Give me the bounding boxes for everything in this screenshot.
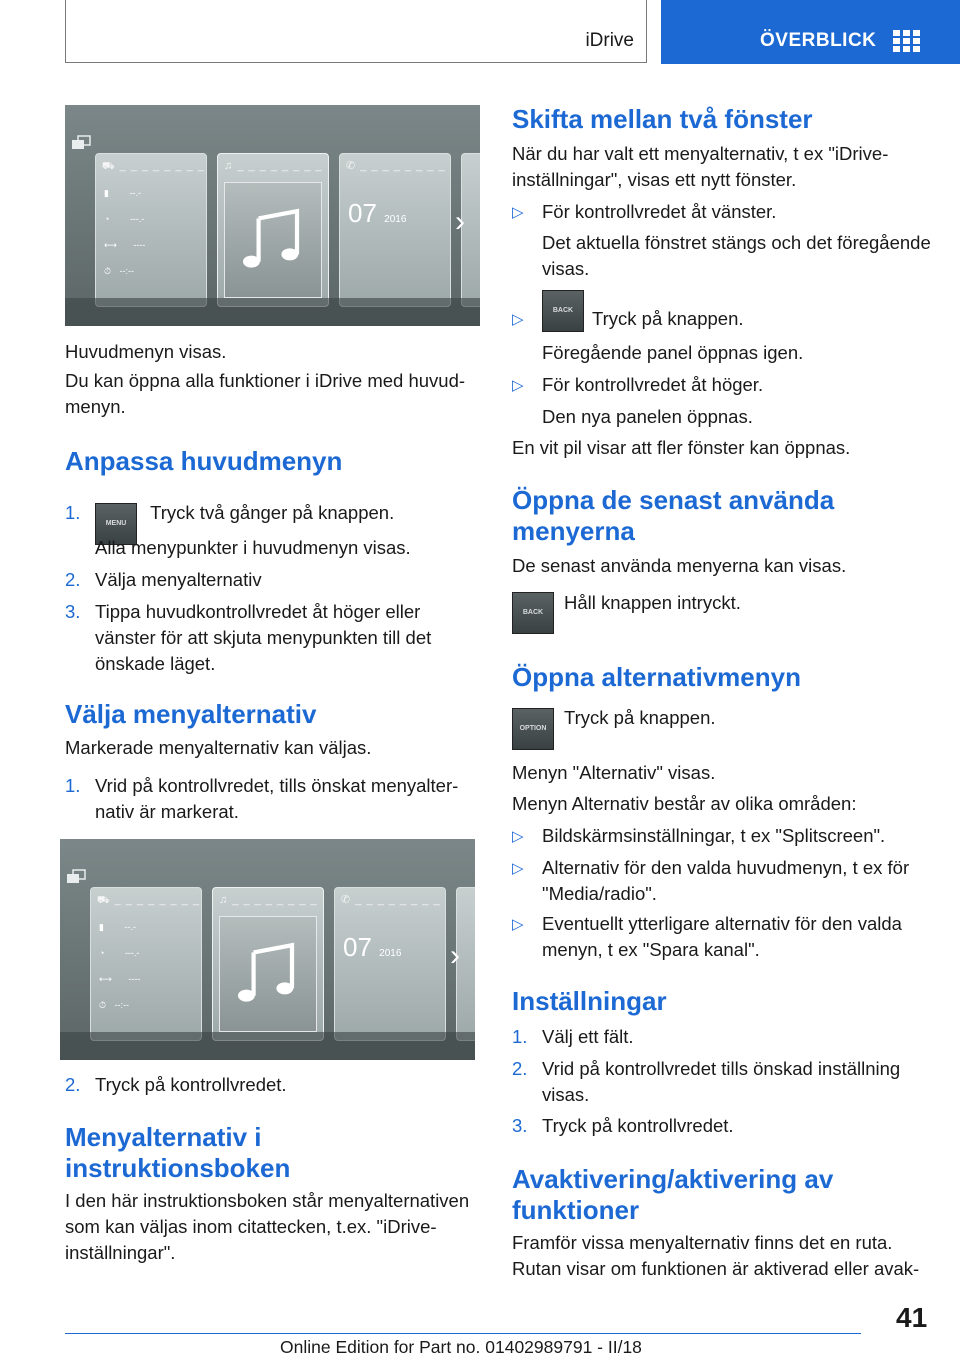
- page-number: 41: [896, 1302, 928, 1333]
- heading-switch: Skifta mellan två fönster: [512, 104, 813, 134]
- back-button-icon: BACK: [512, 592, 554, 634]
- heading-manual: Menyalternativ i instruktionsboken: [65, 1122, 291, 1183]
- chevron-right-icon: ›: [455, 205, 465, 238]
- header-section-box: [65, 0, 647, 63]
- footer-edition: Online Edition for Part no. 01402989791 - II/18: [280, 1337, 642, 1357]
- vehicle-info-tile: ⛟ _ _ _ _ _ _ _ _ ▮ --.- ◔ ---.- ⟷ ---- ⏱ --:--: [90, 887, 202, 1041]
- bullet-result: Det aktuella fönstret stängs och det föregående visas.: [542, 232, 931, 279]
- list-item: 1. Vrid på kontrollvredet, tills önskat menyalternativ är markerat.: [65, 775, 459, 822]
- list-item: 3. Tryck på kontrollvredet.: [512, 1115, 734, 1136]
- media-tile: ♫ _ _ _ _ _ _ _ _: [212, 887, 324, 1041]
- list-item: ▷ För kontrollvredet åt vänster.: [512, 201, 777, 222]
- list-item: ▷ BACK Tryck på knappen.: [512, 306, 932, 332]
- footer-divider: [65, 1333, 861, 1334]
- media-tile: ♫ _ _ _ _ _ _ _ _: [217, 153, 329, 307]
- paragraph: Menyn "Alternativ" visas.: [512, 762, 716, 783]
- list-item: 2. Välja menyalternativ: [65, 569, 262, 590]
- bullet-result: Den nya panelen öppnas.: [542, 406, 753, 427]
- paragraph: Framför vissa menyalternativ finns det en ruta. Rutan visar om funktionen är aktiverad eller avak-: [512, 1232, 920, 1279]
- list-item: 1. Välj ett fält.: [512, 1026, 634, 1047]
- paragraph: I den här instruktionsboken står menyalternativen som kan väljas inom citattecken, t.ex. "iDrive-inställningar".: [65, 1190, 470, 1263]
- phone-tile: ✆ _ _ _ _ _ _ _ _ 07 2016: [334, 887, 446, 1041]
- music-note-icon: [224, 182, 322, 298]
- list-item: 3. Tippa huvudkontrollvredet åt höger eller vänster för att skjuta menypunkten till det önskade läget.: [65, 601, 432, 674]
- vehicle-info-tile: ⛟ _ _ _ _ _ _ _ _ ▮ --.- ◔ ---.- ⟷ ---- ⏱ --:--: [95, 153, 207, 307]
- home-screens-icon: [72, 135, 92, 151]
- phone-tile: ✆ _ _ _ _ _ _ _ _ 07 2016: [339, 153, 451, 307]
- bullet-result: Föregående panel öppnas igen.: [542, 342, 804, 363]
- header-chapter-title: ÖVERBLICK: [760, 30, 877, 51]
- music-note-icon: [219, 916, 317, 1032]
- chevron-right-icon: ›: [450, 939, 460, 972]
- heading-recent: Öppna de senast använda menyerna: [512, 485, 835, 546]
- menu-button-icon: MENU: [95, 503, 137, 545]
- list-item: 2. Tryck på kontrollvredet.: [65, 1074, 287, 1095]
- back-button-icon: BACK: [542, 290, 584, 332]
- heading-select: Välja menyalternativ: [65, 699, 317, 729]
- list-item: ▷ Eventuellt ytterligare alternativ för den valda menyn, t ex "Spara kanal".: [512, 913, 902, 960]
- paragraph: De senast använda menyerna kan visas.: [512, 555, 847, 576]
- heading-options: Öppna alternativmenyn: [512, 662, 801, 692]
- list-item: ▷ Bildskärmsinställningar, t ex "Splitscreen".: [512, 825, 886, 846]
- heading-settings: Inställningar: [512, 986, 667, 1016]
- paragraph: Menyn Alternativ består av olika områden:: [512, 793, 857, 814]
- paragraph: När du har valt ett menyalternativ, t ex "iDrive-inställningar", visas ett nytt fönster.: [512, 143, 889, 190]
- home-screens-icon: [67, 869, 87, 885]
- heading-customize: Anpassa huvudmenyn: [65, 446, 343, 476]
- paragraph: Markerade menyalternativ kan väljas.: [65, 737, 372, 758]
- action-text: Håll knappen intryckt.: [564, 592, 741, 613]
- paragraph: Huvudmenyn visas.: [65, 341, 227, 362]
- list-item: 2. Vrid på kontrollvredet tills önskad inställning visas.: [512, 1058, 901, 1105]
- paragraph: En vit pil visar att fler fönster kan öppnas.: [512, 437, 851, 458]
- action-text: Tryck på knappen.: [564, 707, 716, 728]
- idrive-selected-menu-screenshot: [60, 839, 475, 1060]
- option-button-icon: OPTION: [512, 708, 554, 750]
- list-item: 1. MENU Tryck två gånger på knappen.: [65, 500, 480, 545]
- paragraph: Du kan öppna alla funktioner i iDrive med huvudmenyn.: [65, 370, 466, 417]
- idrive-main-menu-screenshot: [65, 105, 480, 326]
- list-item: ▷ Alternativ för den valda huvudmenyn, t ex för "Media/radio".: [512, 857, 910, 904]
- header-section-title: iDrive: [585, 30, 634, 51]
- heading-activate: Avaktivering/aktivering av funktioner: [512, 1164, 834, 1225]
- list-item: ▷ För kontrollvredet åt höger.: [512, 374, 764, 395]
- grid-menu-icon[interactable]: [893, 30, 921, 52]
- step-result: Alla menypunkter i huvudmenyn visas.: [95, 537, 411, 558]
